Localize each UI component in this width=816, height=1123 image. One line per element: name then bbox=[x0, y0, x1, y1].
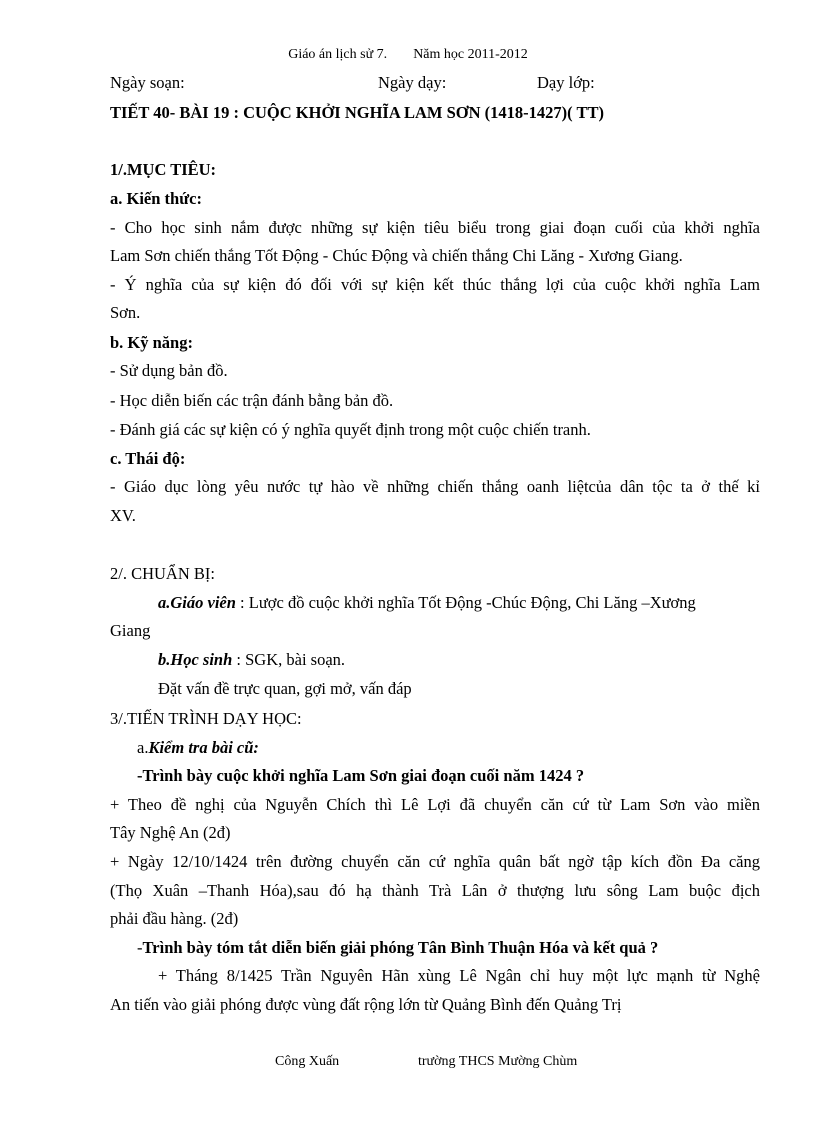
student-text: : SGK, bài soạn. bbox=[232, 650, 346, 669]
attitude-heading: c. Thái độ: bbox=[110, 449, 186, 468]
answer-1b-line-2: (Thọ Xuân –Thanh Hóa),sau đó hạ thành Trà Lân ở thượng lưu sông Lam buộc địch bbox=[110, 881, 760, 900]
lesson-title: TIẾT 40- BÀI 19 : CUỘC KHỞI NGHĨA LAM SƠN (1418-1427)( TT) bbox=[110, 103, 604, 122]
section-objectives-heading: 1/.MỤC TIÊU: bbox=[110, 160, 217, 179]
page-header bbox=[0, 47, 816, 63]
teacher-label: a.Giáo viên bbox=[158, 593, 236, 612]
footer-school: trường THCS Mường Chùm bbox=[418, 1054, 578, 1069]
attitude-item-line-2: XV. bbox=[110, 506, 136, 525]
knowledge-item-2-line-1: - Ý nghĩa của sự kiện đó đối với sự kiện kết thúc thắng lợi của cuộc khởi nghĩa Lam bbox=[110, 275, 760, 294]
answer-1b-line-1: + Ngày 12/10/1424 trên đường chuyển căn cứ nghĩa quân bất ngờ tập kích đồn Đa căng bbox=[110, 852, 760, 871]
teacher-preparation bbox=[158, 593, 696, 613]
answer-1a-line-1: + Theo đề nghị của Nguyễn Chích thì Lê Lợi đã chuyển căn cứ từ Lam Sơn vào miền bbox=[110, 795, 760, 814]
knowledge-item-1-line-1: - Cho học sinh nắm được những sự kiện tiêu biểu trong giai đoạn cuối của khởi nghĩa bbox=[110, 218, 760, 237]
header-school-year: Năm học 2011-2012 bbox=[413, 47, 528, 62]
meta-class: Dạy lớp: bbox=[537, 73, 595, 92]
question-1: -Trình bày cuộc khởi nghĩa Lam Sơn giai đoạn cuối năm 1424 ? bbox=[137, 766, 585, 785]
student-preparation bbox=[158, 650, 345, 670]
skills-item-3: - Đánh giá các sự kiện có ý nghĩa quyết định trong một cuộc chiến tranh. bbox=[110, 420, 591, 439]
skills-item-2: - Học diễn biến các trận đánh bằng bản đồ. bbox=[110, 391, 394, 410]
teacher-text: : Lược đồ cuộc khởi nghĩa Tốt Động -Chúc Động, Chi Lăng –Xương bbox=[235, 593, 696, 612]
old-lesson-check-prefix: a. bbox=[137, 738, 149, 757]
section-process-heading: 3/.TIẾN TRÌNH DẠY HỌC: bbox=[110, 709, 302, 728]
question-2 bbox=[137, 938, 658, 958]
teacher-preparation-line-2: Giang bbox=[110, 621, 151, 640]
meta-date-taught: Ngày dạy: bbox=[378, 73, 447, 92]
skills-heading: b. Kỹ năng: bbox=[110, 333, 193, 352]
attitude-item-line-1: - Giáo dục lòng yêu nước tự hào về những chiến thắng oanh liệtcủa dân tộc ta ở thế kỉ bbox=[110, 477, 760, 496]
answer-1b-line-3: phải đầu hàng. (2đ) bbox=[110, 909, 239, 928]
old-lesson-check-label: Kiểm tra bài cũ: bbox=[148, 738, 259, 757]
teaching-method: Đặt vấn đề trực quan, gợi mở, vấn đáp bbox=[158, 679, 412, 698]
knowledge-heading: a. Kiến thức: bbox=[110, 189, 202, 208]
footer-author: Công Xuấn bbox=[275, 1054, 340, 1069]
knowledge-item-1-line-2: Lam Sơn chiến thắng Tốt Động - Chúc Động và chiến thắng Chi Lăng - Xương Giang. bbox=[110, 246, 683, 265]
question-2-text: Trình bày tóm tắt diễn biến giải phóng Tân Bình Thuận Hóa và kết quả ? bbox=[142, 938, 659, 957]
answer-1a-line-2: Tây Nghệ An (2đ) bbox=[110, 823, 231, 842]
meta-date-prepared: Ngày soạn: bbox=[110, 73, 185, 92]
knowledge-item-2-line-2: Sơn. bbox=[110, 303, 141, 322]
header-subject: Giáo án lịch sử 7. bbox=[288, 47, 388, 62]
answer-2a-line-1: + Tháng 8/1425 Trần Nguyên Hãn xùng Lê Ngân chỉ huy một lực mạnh từ Nghệ bbox=[158, 966, 760, 985]
question-2-prefix: - bbox=[137, 938, 143, 957]
old-lesson-check-heading bbox=[137, 738, 259, 758]
student-label: b.Học sinh bbox=[158, 650, 233, 669]
skills-item-1: - Sử dụng bản đồ. bbox=[110, 361, 228, 380]
section-preparation-heading: 2/. CHUẨN BỊ: bbox=[110, 564, 215, 583]
answer-2a-line-2: An tiến vào giải phóng được vùng đất rộng lớn từ Quảng Bình đến Quảng Trị bbox=[110, 995, 622, 1014]
